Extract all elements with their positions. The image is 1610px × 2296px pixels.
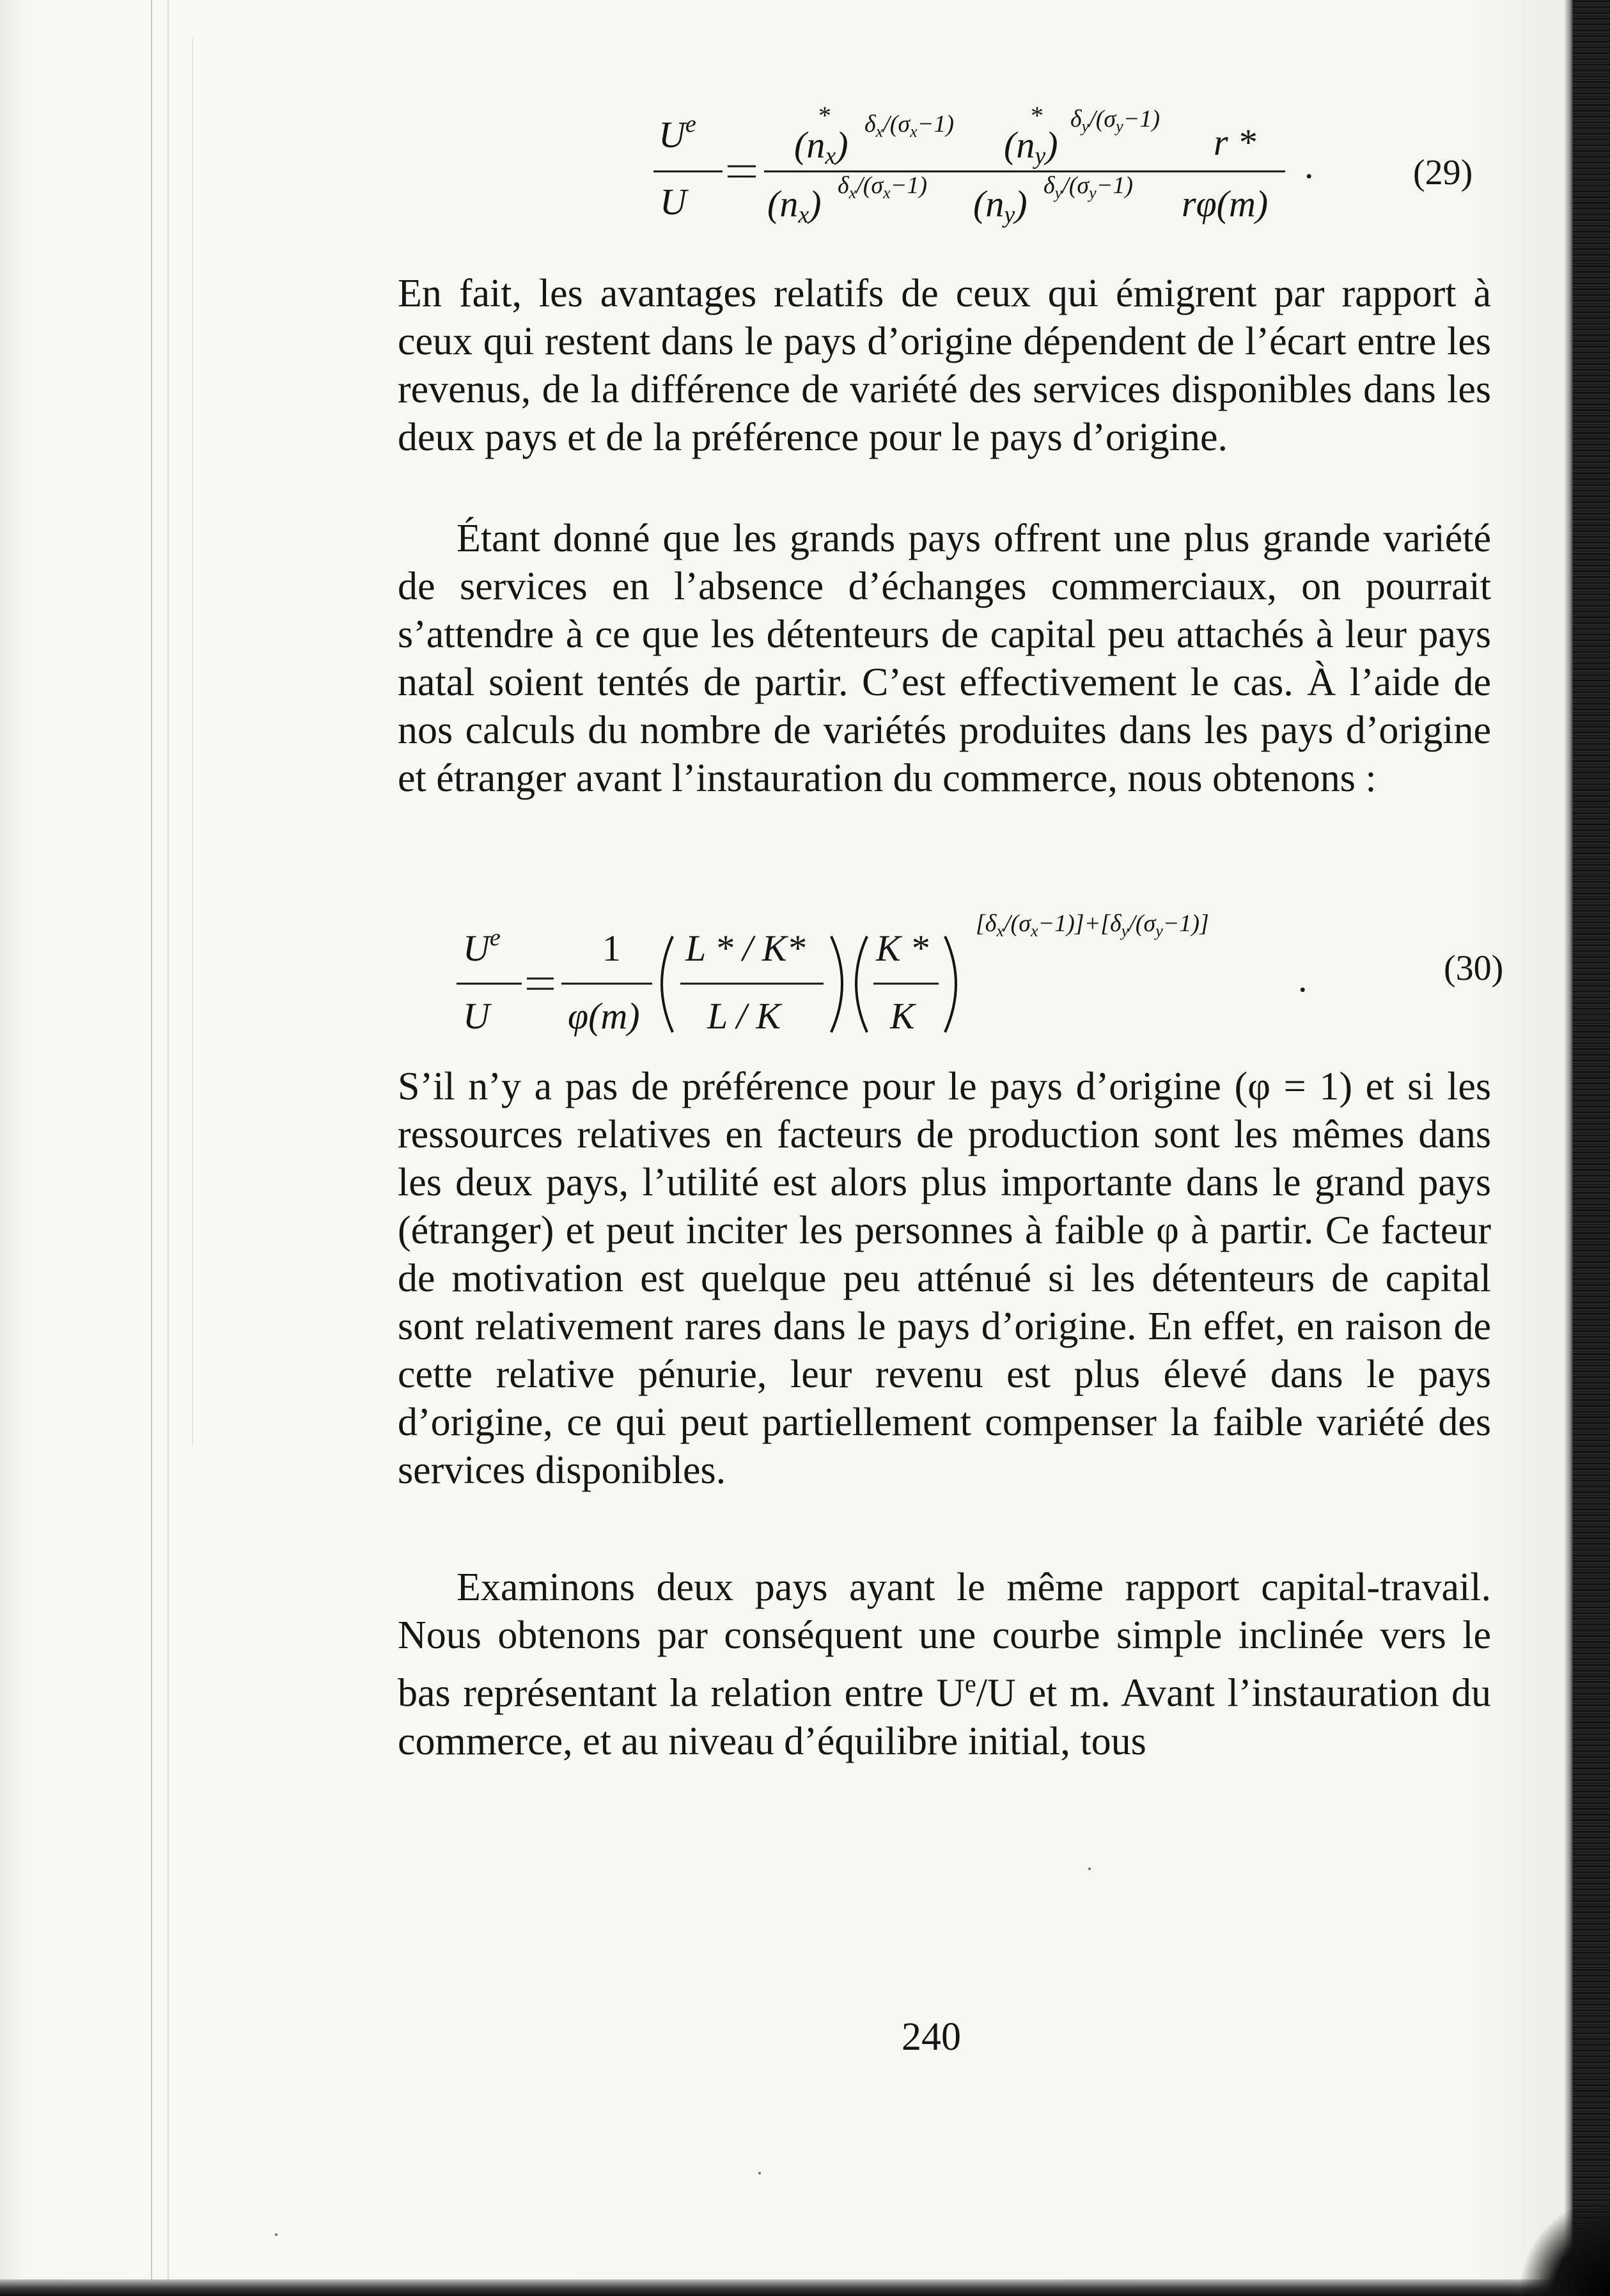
svg-text:.: .: [1298, 958, 1308, 1000]
svg-text:*: *: [818, 101, 831, 130]
svg-text:Ue: $U^e$: [463, 924, 501, 969]
svg-text:L * / K*: L * / K*: [685, 927, 806, 969]
superscript-e: e: [965, 1669, 976, 1698]
paragraph-4: [398, 1564, 1491, 1766]
paragraph-4-text-end: /U et m. Avant l’instauration du commerce, et au niveau d’équilibre initial, tous: [398, 1671, 1491, 1763]
svg-text:U: U: [660, 181, 687, 223]
svg-text:Ue: $U^e$: [659, 111, 696, 155]
svg-text:rφ(m): rφ(m): [1182, 183, 1269, 224]
svg-text:δy/(σy−1): $\delta_y/(\sigma_y-1)$: [1043, 172, 1134, 202]
svg-text:(nx): (nx): [767, 183, 822, 228]
paragraph-4-text-start: Examinons deux pays ayant le même rapport capital-travail. Nous obtenons par conséquent une courbe simple inclinée vers le bas représentant la relation entre U: [398, 1566, 1491, 1715]
svg-text:δy/(σy−1): $\delta_y/(\sigma_y-1)$: [1070, 106, 1161, 136]
paragraph-3: S’il n’y a pas de préférence pour le pays d’origine (φ = 1) et si les ressources relatives en facteurs de production sont les mêmes dans les deux pays, l’utilité est alors plus importante dans le grand pays (étranger) et peut inciter les personnes à faible φ à partir. Ce facteur de motivation est quelque peu atténué si les détenteurs de capital sont relativement rares dans le pays d’origine. En effet, en raison de cette relative pénurie, leur revenu est plus élevé dans le pays d’origine, ce qui peut partiellement compenser la faible variété des services disponibles.: [398, 1065, 1491, 1492]
svg-text:(nx): (nx): [794, 124, 848, 169]
book-fore-edge: [1573, 0, 1610, 2296]
equation-30-number: (30): [1444, 948, 1504, 988]
svg-text:(ny): (ny): [973, 183, 1028, 228]
svg-text:r *: r *: [1214, 122, 1256, 163]
svg-text:φ(m): φ(m): [568, 995, 640, 1037]
svg-text:U: U: [463, 995, 490, 1037]
binding-crease-line: [192, 38, 193, 1445]
equation-30: [448, 889, 1317, 1062]
page-edge-shadow: [1564, 0, 1573, 2296]
equation-29: [646, 96, 1349, 249]
paragraph-1: En fait, les avantages relatifs de ceux qui émigrent par rapport à ceux qui restent dans le pays d’origine dépendent de l’écart entre les revenus, de la différence de variété des services disponibles dans les deux pays et de la préférence pour le pays d’origine.: [398, 272, 1491, 459]
svg-text:δx/(σx−1): $\delta_x/(\sigma_x-1)$: [864, 111, 955, 141]
scan-speck: [275, 2233, 277, 2236]
svg-text:(ny): (ny): [1004, 124, 1058, 169]
svg-text:1: 1: [602, 927, 621, 969]
book-bottom-edge: [0, 2279, 1610, 2296]
svg-text:K *: K *: [876, 927, 929, 969]
svg-text:.: .: [1304, 145, 1314, 186]
svg-text:L / K: L / K: [707, 995, 781, 1037]
equation-29-number: (29): [1413, 153, 1473, 193]
page-number: 240: [902, 2015, 961, 2059]
svg-text:K: K: [890, 995, 915, 1037]
svg-text:[δx/(σx−1)]+[δy/(σy−1)]: $[\delta_x/(\sigma_x-1)]+[\delta_y/(\sigma_y-1)]$: [976, 910, 1209, 940]
equation-29-svg: [646, 96, 1349, 243]
scan-speck: [758, 2172, 761, 2174]
scan-speck: [1088, 1867, 1091, 1870]
equation-30-svg: [448, 889, 1317, 1055]
paragraph-2: Étant donné que les grands pays offrent une plus grande variété de services en l’absence d’échanges commerciaux, on pourrait s’attendre à ce que les détenteurs de capital peu attachés à leur pays natal soient tentés de partir. C’est effectivement le cas. À l’aide de nos calculs du nombre de variétés produites dans les pays d’origine et étranger avant l’instauration du commerce, nous obtenons :: [398, 517, 1491, 800]
svg-text:δx/(σx−1): $\delta_x/(\sigma_x-1)$: [838, 172, 928, 202]
binding-crease-line: [151, 0, 152, 2296]
svg-text:*: *: [1031, 101, 1043, 130]
corner-shadow: [1520, 2200, 1610, 2296]
binding-crease-line: [168, 0, 169, 2296]
